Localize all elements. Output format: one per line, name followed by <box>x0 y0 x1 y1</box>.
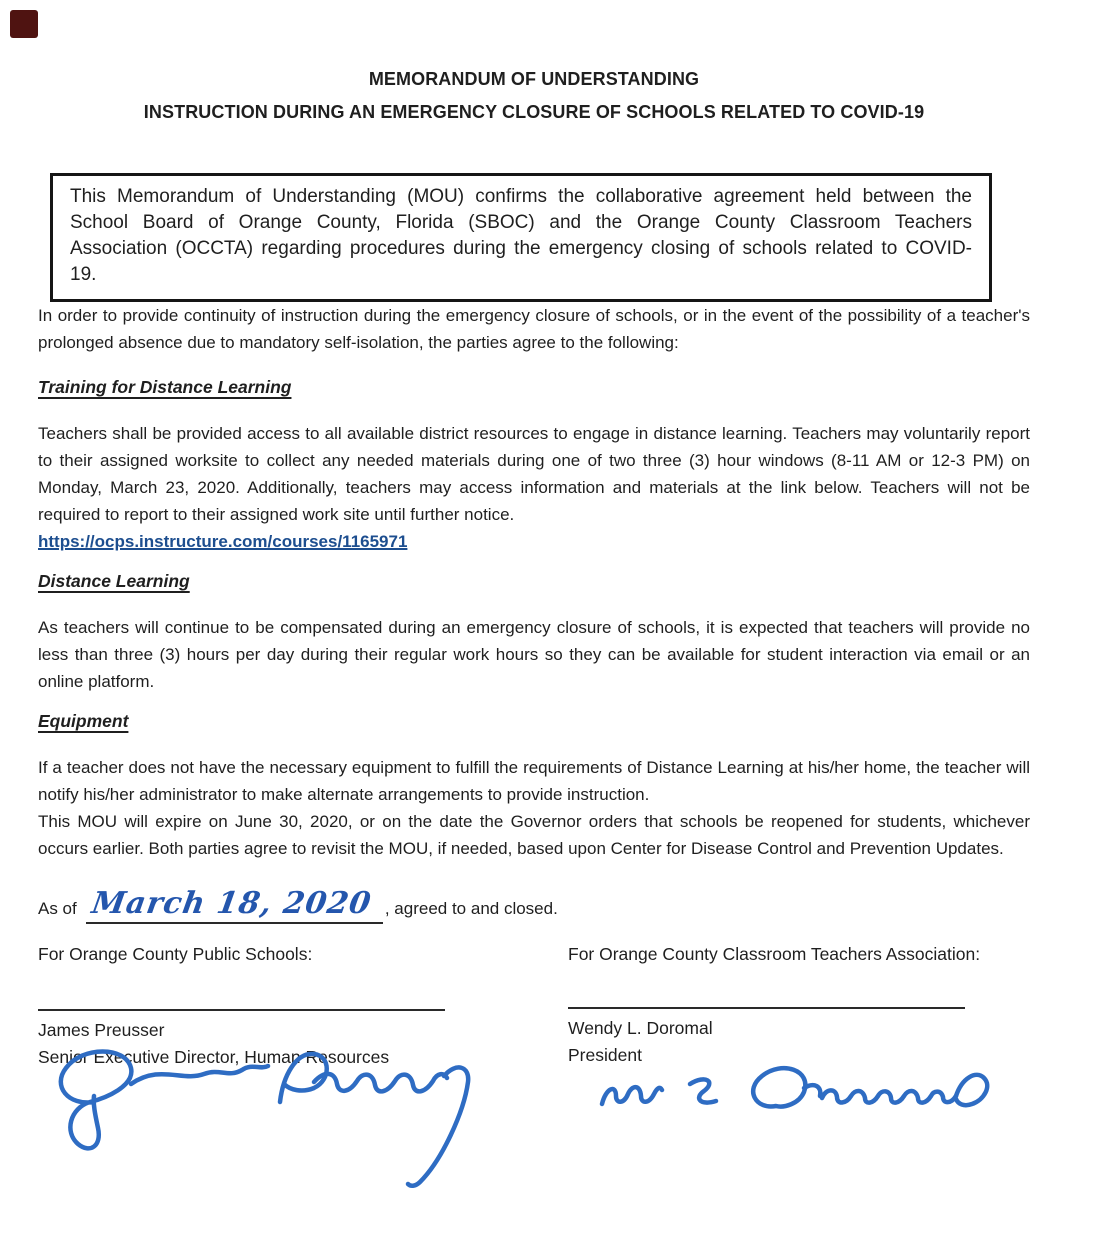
section-body-distance-learning: As teachers will continue to be compensated during an emergency closure of schools, it is expected that teachers will provide no less than three (3) hours per day during their regular work hours so they can be available for student interaction via email or an online platform. <box>38 618 1030 691</box>
ocps-signer-name: James Preusser <box>38 1020 165 1040</box>
signature-block-occta <box>568 944 1030 1068</box>
signature-block-ocps <box>38 944 568 1068</box>
intro-box <box>50 173 992 302</box>
closing-prefix: As of <box>38 899 77 918</box>
closing-suffix: , agreed to and closed. <box>384 899 558 918</box>
section-body-training: Teachers shall be provided access to all available district resources to engage in distance learning. Teachers may voluntarily report to their assigned worksite to collect any needed materials during one of two three (3) hour windows (8-11 AM or 12-3 PM) on Monday, March 23, 2020. Additionally, teachers may access information and materials at the link below. Teachers will not be required to report to their assigned work site until further notice. <box>38 424 1030 524</box>
section-heading-distance-learning: Distance Learning <box>38 571 190 591</box>
document-content <box>38 0 1030 1068</box>
occta-signature-line <box>568 1007 965 1009</box>
doc-title: MEMORANDUM OF UNDERSTANDING <box>368 69 700 89</box>
signature-row <box>38 944 1030 1068</box>
occta-for-line: For Orange County Classroom Teachers Association: <box>568 944 981 964</box>
handwritten-date: March 18, 2020 <box>89 886 374 921</box>
closing-line <box>38 876 1030 928</box>
ocps-signature-line <box>38 1009 445 1011</box>
section-heading-equipment: Equipment <box>38 711 129 731</box>
course-link[interactable]: https://ocps.instructure.com/courses/1165971 <box>38 532 408 551</box>
ocps-for-line: For Orange County Public Schools: <box>38 944 313 964</box>
occta-signer-title: President <box>568 1045 642 1065</box>
intro-paragraph: In order to provide continuity of instruction during the emergency closure of schools, or in the event of the possibility of a teacher's prolonged absence due to mandatory self-isolation, the parties agree to the following: <box>38 306 1030 352</box>
occta-signer-name: Wendy L. Doromal <box>568 1018 713 1038</box>
intro-box-text: This Memorandum of Understanding (MOU) confirms the collaborative agreement held between the School Board of Orange County, Florida (SBOC) and the Orange County Classroom Teachers Association (OCCTA) regarding procedures during the emergency closing of schools related to COVID-19. <box>70 186 972 285</box>
section-body-equipment: If a teacher does not have the necessary equipment to fulfill the requirements of Distance Learning at his/her home, the teacher will notify his/her administrator to make alternate arrangements to provide instruction. <box>38 758 1030 804</box>
expiration-paragraph: This MOU will expire on June 30, 2020, or on the date the Governor orders that schools be reopened for students, whichever occurs earlier. Both parties agree to revisit the MOU, if needed, based upon Center for Disease Control and Prevention Updates. <box>38 812 1030 858</box>
date-blank-underline <box>86 887 383 924</box>
doc-subtitle: INSTRUCTION DURING AN EMERGENCY CLOSURE OF SCHOOLS RELATED TO COVID-19 <box>143 102 925 122</box>
ocps-signer-title: Senior Executive Director, Human Resources <box>38 1047 390 1067</box>
scan-corner-mark <box>10 10 38 38</box>
section-heading-training-for-distance-learning: Training for Distance Learning <box>38 377 292 397</box>
